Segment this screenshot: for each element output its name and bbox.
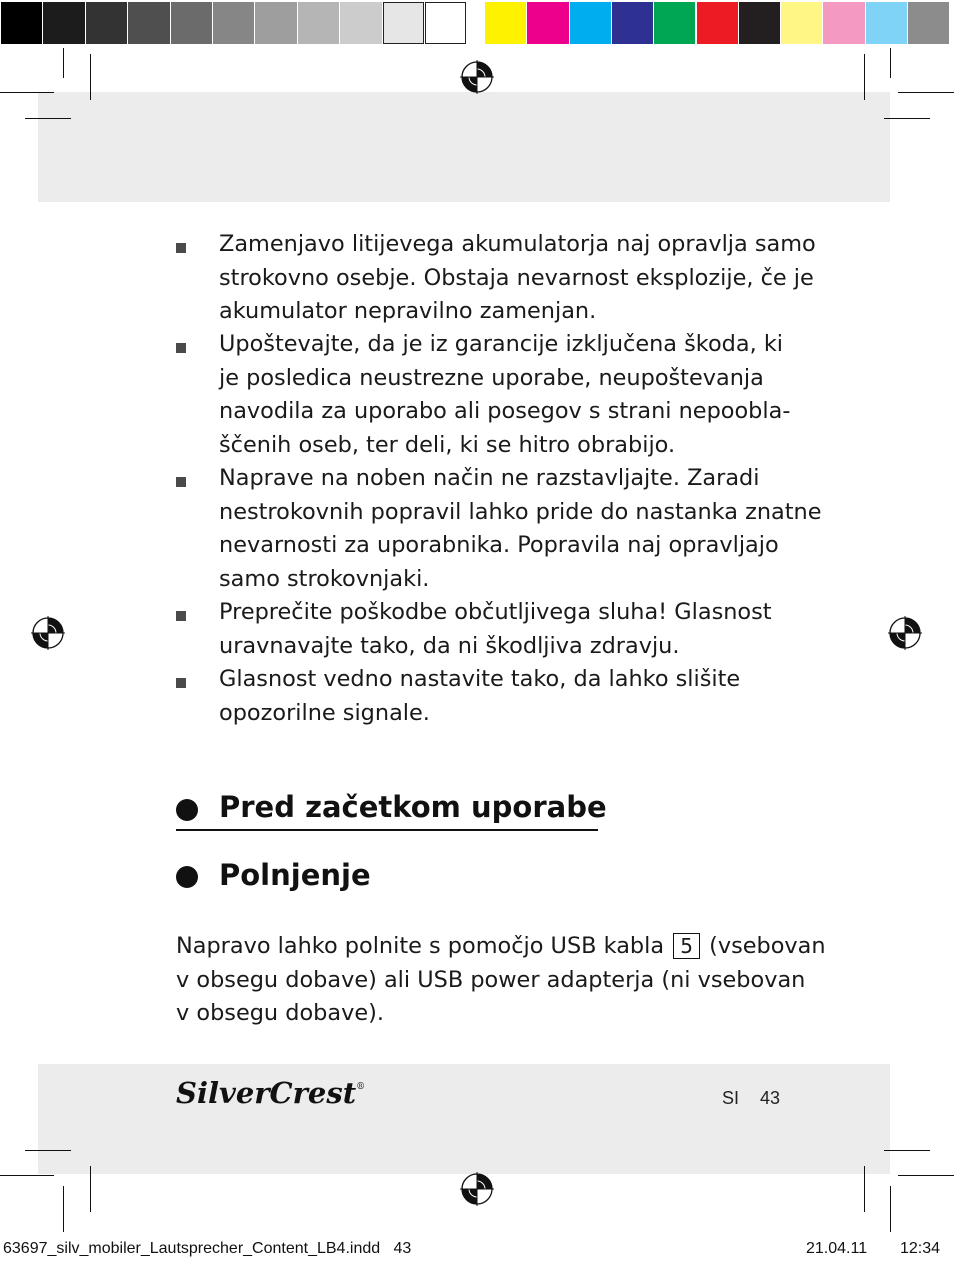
text-line: Glasnost vedno nastavite tako, da lahko slišite: [219, 666, 741, 692]
crop-mark: [90, 54, 91, 100]
gray-swatch: [340, 2, 381, 44]
crop-mark: [25, 118, 71, 119]
brand-logo: [176, 1076, 365, 1110]
crop-mark: [884, 118, 930, 119]
brand-name: SilverCrest: [176, 1076, 357, 1110]
bullet-square-icon: [176, 243, 186, 253]
bullet-square-icon: [176, 477, 186, 487]
color-swatch: [697, 2, 738, 44]
crop-mark: [25, 1150, 71, 1151]
crop-mark: [890, 1186, 891, 1232]
crop-mark: [884, 1150, 930, 1151]
crop-mark: [63, 48, 64, 78]
header-band: [38, 92, 890, 202]
gray-swatch: [298, 2, 339, 44]
crop-mark: [890, 48, 891, 78]
color-swatch: [739, 2, 780, 44]
section-heading: Pred začetkom uporabe: [219, 790, 607, 824]
bullet-text: [219, 663, 799, 730]
text-line: je posledica neustrezne uporabe, neupoštevanja: [219, 364, 764, 391]
gray-swatch: [171, 2, 212, 44]
color-swatch: [781, 2, 822, 44]
text-span: Napravo lahko polnite s pomočjo USB kabla: [176, 933, 665, 959]
charging-paragraph: [176, 930, 826, 1031]
bullet-text: [219, 462, 822, 596]
crop-mark: [63, 1186, 64, 1232]
color-swatch: [866, 2, 907, 44]
language-code: SI: [722, 1088, 740, 1108]
text-line: strokovno osebje. Obstaja nevarnost eksplozije, če je: [219, 264, 814, 291]
gray-swatch: [86, 2, 127, 44]
crop-mark: [864, 1166, 865, 1212]
text-line: nevarnosti za uporabnika. Popravila naj opravljajo: [219, 532, 779, 558]
text-line: uravnavajte tako, da ni škodljiva zdravju.: [219, 632, 680, 659]
gray-swatch: [43, 2, 84, 44]
text-line: samo strokovnjaki.: [219, 565, 430, 592]
gray-swatch: [383, 2, 424, 44]
registration-target-icon: [460, 60, 494, 94]
part-reference-box: 5: [673, 933, 700, 959]
bullet-square-icon: [176, 343, 186, 353]
section-bullet-icon: [176, 799, 198, 821]
subsection-heading: Polnjenje: [219, 858, 371, 892]
gray-swatch: [1, 2, 42, 44]
text-line: [176, 930, 826, 964]
crop-mark: [90, 1166, 91, 1212]
text-span: (vsebovan: [709, 933, 826, 959]
text-line: akumulator nepravilno zamenjan.: [219, 298, 597, 324]
text-line: nestrokovnih popravil lahko pride do nastanka znatne: [219, 498, 822, 525]
bullet-square-icon: [176, 678, 186, 688]
registration-target-icon: [460, 1172, 494, 1206]
crop-mark: [0, 1175, 54, 1176]
color-swatch: [485, 2, 526, 44]
color-swatch: [527, 2, 568, 44]
bullet-text: [219, 596, 799, 663]
crop-mark: [0, 92, 54, 93]
color-swatch: [654, 2, 695, 44]
gray-swatch: [213, 2, 254, 44]
text-line: Zamenjavo litijevega akumulatorja naj opravlja samo: [219, 231, 816, 257]
registration-target-icon: [31, 616, 65, 650]
gray-swatch: [128, 2, 169, 44]
text-line: Preprečite poškodbe občutljivega sluha! Glasnost: [219, 599, 772, 625]
color-swatch: [612, 2, 653, 44]
slug-date: 21.04.11: [806, 1240, 868, 1257]
text-line: opozorilne signale.: [219, 699, 430, 726]
color-swatch: [570, 2, 611, 44]
text-line: v obsegu dobave).: [176, 1000, 384, 1026]
color-swatch: [823, 2, 864, 44]
bullet-square-icon: [176, 611, 186, 621]
text-line: Naprave na noben način ne razstavljajte. Zaradi: [219, 465, 760, 491]
text-line: v obsegu dobave) ali USB power adapterja (ni vsebovan: [176, 966, 806, 993]
slug-filename: 63697_silv_mobiler_Lautsprecher_Content_LB4.indd 43: [3, 1240, 412, 1257]
slug-time: 12:34: [900, 1240, 941, 1257]
color-swatch: [908, 2, 949, 44]
text-line: ščenih oseb, ter deli, ki se hitro obrabijo.: [219, 431, 676, 458]
subsection-bullet-icon: [176, 866, 198, 888]
bullet-text: [219, 228, 816, 329]
section-underline: [176, 829, 598, 831]
crop-mark: [864, 54, 865, 100]
text-line: Upoštevajte, da je iz garancije izključena škoda, ki: [219, 331, 784, 357]
gray-swatch: [425, 2, 466, 44]
footer-band: [38, 1064, 890, 1174]
crop-mark: [898, 1175, 954, 1176]
page-number: 43: [760, 1088, 781, 1108]
gray-swatch: [255, 2, 296, 44]
registration-target-icon: [888, 616, 922, 650]
bullet-text: [219, 328, 799, 462]
registered-mark: ®: [356, 1082, 366, 1092]
text-line: navodila za uporabo ali posegov s strani nepoobla-: [219, 398, 791, 424]
crop-mark: [898, 92, 954, 93]
